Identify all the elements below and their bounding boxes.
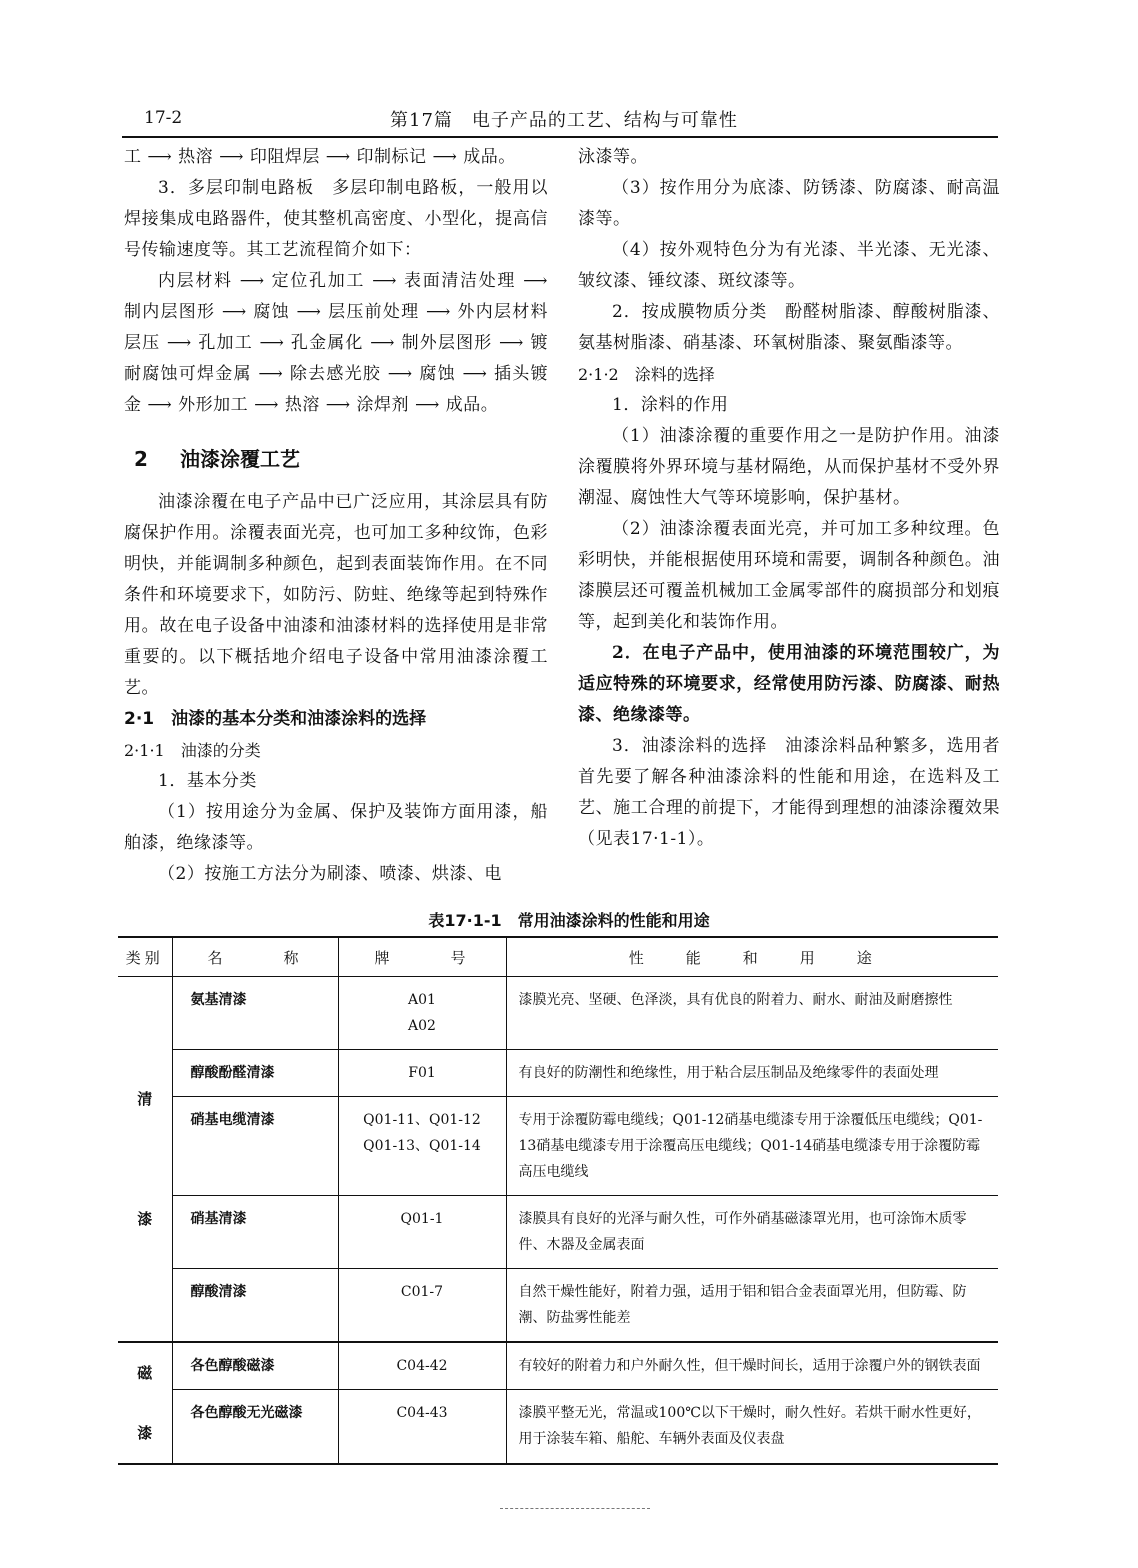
code-cell: [338, 1196, 506, 1269]
paragraph: （4）按外观特色分为有光漆、半光漆、无光漆、皱纹漆、锤纹漆、斑纹漆等。: [578, 240, 1000, 291]
paragraph: （1）油漆涂覆的重要作用之一是防护作用。油漆涂覆膜将外界环境与基材隔绝，从而保护基材不受外界潮湿、腐蚀性大气等环境影响，保护基材。: [578, 426, 1000, 508]
column-header: 牌 号: [338, 937, 506, 977]
code-cell: [338, 1097, 506, 1196]
code: Q01-11、Q01-12: [363, 1112, 481, 1128]
code: C04-42: [396, 1358, 448, 1374]
name-cell: 硝基清漆: [172, 1196, 338, 1269]
table-row: [118, 1390, 998, 1464]
paragraph: （3）按作用分为底漆、防锈漆、防腐漆、耐高温漆等。: [578, 178, 1000, 229]
section-heading: [124, 439, 548, 479]
paragraph: （2）按施工方法分为刷漆、喷漆、烘漆、电: [158, 864, 502, 884]
section-title: 油漆涂覆工艺: [180, 447, 300, 471]
table-row: [118, 1050, 998, 1097]
code-cell: [338, 1050, 506, 1097]
paragraph: （1）按用途分为金属、保护及装饰方面用漆，船舶漆，绝缘漆等。: [124, 802, 548, 853]
code: Q01-13、Q01-14: [363, 1138, 481, 1154]
table-row: [118, 1269, 998, 1343]
code-cell: [338, 977, 506, 1050]
paragraph: 3．多层印制电路板 多层印制电路板，一般用以焊接集成电路器件，使其整机高密度、小型化，提高信号传输速度等。其工艺流程简介如下：: [124, 178, 548, 260]
category-char: 漆: [137, 1424, 153, 1442]
code: A01: [408, 992, 436, 1008]
desc-cell: 漆膜光亮、坚硬、色泽淡，具有优良的附着力、耐水、耐油及耐磨擦性: [506, 977, 998, 1050]
name-cell: 各色醇酸无光磁漆: [172, 1390, 338, 1464]
table-row: [118, 977, 998, 1050]
category-char: 磁: [137, 1364, 153, 1382]
code: Q01-1: [400, 1211, 444, 1227]
left-column: [124, 142, 548, 890]
column-header: 类别: [118, 937, 172, 977]
name-cell: 醇酸酚醛清漆: [172, 1050, 338, 1097]
code: C04-43: [396, 1405, 448, 1422]
paragraph: 2．按成膜物质分类 酚醛树脂漆、醇酸树脂漆、氨基树脂漆、硝基漆、环氧树脂漆、聚氨酯漆等。: [578, 302, 1000, 353]
category-char: 漆: [137, 1210, 153, 1228]
code: A02: [408, 1018, 436, 1034]
code: F01: [408, 1065, 436, 1081]
desc-cell: 漆膜具有良好的光泽与耐久性，可作外硝基磁漆罩光用，也可涂饰木质零件、木器及金属表面: [506, 1196, 998, 1269]
paragraph: 泳漆等。: [578, 147, 648, 167]
subsubsection-heading: 2·1·2 涂料的选择: [578, 365, 715, 384]
scan-artifact-line: [500, 1508, 650, 1509]
table-row: [118, 1342, 998, 1390]
section-number: 2: [134, 447, 148, 471]
subsubsection-heading: 2·1·1 油漆的分类: [124, 741, 261, 760]
table-caption: 表17·1-1 常用油漆涂料的性能和用途: [428, 911, 710, 930]
desc-cell: 自然干燥性能好，附着力强，适用于铝和铝合金表面罩光用，但防霉、防潮、防盐雾性能差: [506, 1269, 998, 1343]
category-cell: [118, 977, 172, 1343]
table-header-row: [118, 937, 998, 977]
paint-properties-table: [118, 936, 998, 1465]
code-cell: [338, 1269, 506, 1343]
process-flow: 内层材料 ⟶ 定位孔加工 ⟶ 表面清洁处理 ⟶ 制内层图形 ⟶ 腐蚀 ⟶ 层压前处理 ⟶ 外内层材料层压 ⟶ 孔加工 ⟶ 孔金属化 ⟶ 制外层图形 ⟶ 镀耐腐蚀可焊金属 ⟶ 除去感光胶 ⟶ 腐蚀 ⟶ 插头镀金 ⟶ 外形加工 ⟶ 热溶 ⟶ 涂焊剂 ⟶ 成品。: [124, 271, 548, 415]
table-row: [118, 1196, 998, 1269]
header-rule: [122, 136, 998, 138]
paragraph: 2．在电子产品中，使用油漆的环境范围较广，为适应特殊的环境要求，经常使用防污漆、防腐漆、耐热漆、绝缘漆等。: [578, 643, 1000, 725]
column-header: 名 称: [172, 937, 338, 977]
category-char: 清: [137, 1090, 153, 1108]
code-cell: [338, 1342, 506, 1390]
running-title: 第17篇 电子产品的工艺、结构与可靠性: [390, 110, 738, 131]
name-cell: 氨基清漆: [172, 977, 338, 1050]
desc-cell: 有较好的附着力和户外耐久性，但干燥时间长，适用于涂覆户外的钢铁表面: [506, 1342, 998, 1390]
category-cell: [118, 1342, 172, 1464]
table-row: [118, 1097, 998, 1196]
paragraph: 油漆涂覆在电子产品中已广泛应用，其涂层具有防腐保护作用。涂覆表面光亮，也可加工多种纹饰，色彩明快，并能调制多种颜色，起到表面装饰作用。在不同条件和环境要求下，如防污、防蛀、绝缘等起到特殊作用。故在电子设备中油漆和油漆材料的选择使用是非常重要的。以下概括地介绍电子设备中常用油漆涂覆工艺。: [124, 492, 548, 698]
page-header: [122, 104, 998, 134]
desc-cell: 漆膜平整无光，常温或100℃以下干燥时，耐久性好。若烘干耐水性更好，用于涂装车箱、船舵、车辆外表面及仪表盘: [506, 1390, 998, 1464]
name-cell: 醇酸清漆: [172, 1269, 338, 1343]
paragraph: 1．涂料的作用: [612, 395, 729, 415]
subsection-heading: 2·1 油漆的基本分类和油漆涂料的选择: [124, 709, 427, 729]
code-cell: [338, 1390, 506, 1464]
desc-cell: 专用于涂覆防霉电缆线；Q01-12硝基电缆漆专用于涂覆低压电缆线；Q01-13硝基电缆漆专用于涂覆高压电缆线；Q01-14硝基电缆漆专用于涂覆防霉高压电缆线: [506, 1097, 998, 1196]
right-column: [578, 142, 1000, 855]
name-cell: 硝基电缆清漆: [172, 1097, 338, 1196]
paragraph: 3．油漆涂料的选择 油漆涂料品种繁多，选用者首先要了解各种油漆涂料的性能和用途，在选料及工艺、施工合理的前提下，才能得到理想的油漆涂覆效果（见表17·1-1）。: [578, 736, 1000, 849]
paragraph: 工 ⟶ 热溶 ⟶ 印阻焊层 ⟶ 印制标记 ⟶ 成品。: [124, 147, 516, 167]
paragraph: 1．基本分类: [158, 771, 257, 791]
code: C01-7: [400, 1284, 444, 1300]
paragraph: （2）油漆涂覆表面光亮，并可加工多种纹理。色彩明快，并能根据使用环境和需要，调制各种颜色。油漆膜层还可覆盖机械加工金属零部件的腐损部分和划痕等，起到美化和装饰作用。: [578, 519, 1000, 632]
page-number: 17-2: [144, 108, 183, 128]
column-header: 性 能 和 用 途: [506, 937, 998, 977]
desc-cell: 有良好的防潮性和绝缘性，用于粘合层压制品及绝缘零件的表面处理: [506, 1050, 998, 1097]
name-cell: 各色醇酸磁漆: [172, 1342, 338, 1390]
